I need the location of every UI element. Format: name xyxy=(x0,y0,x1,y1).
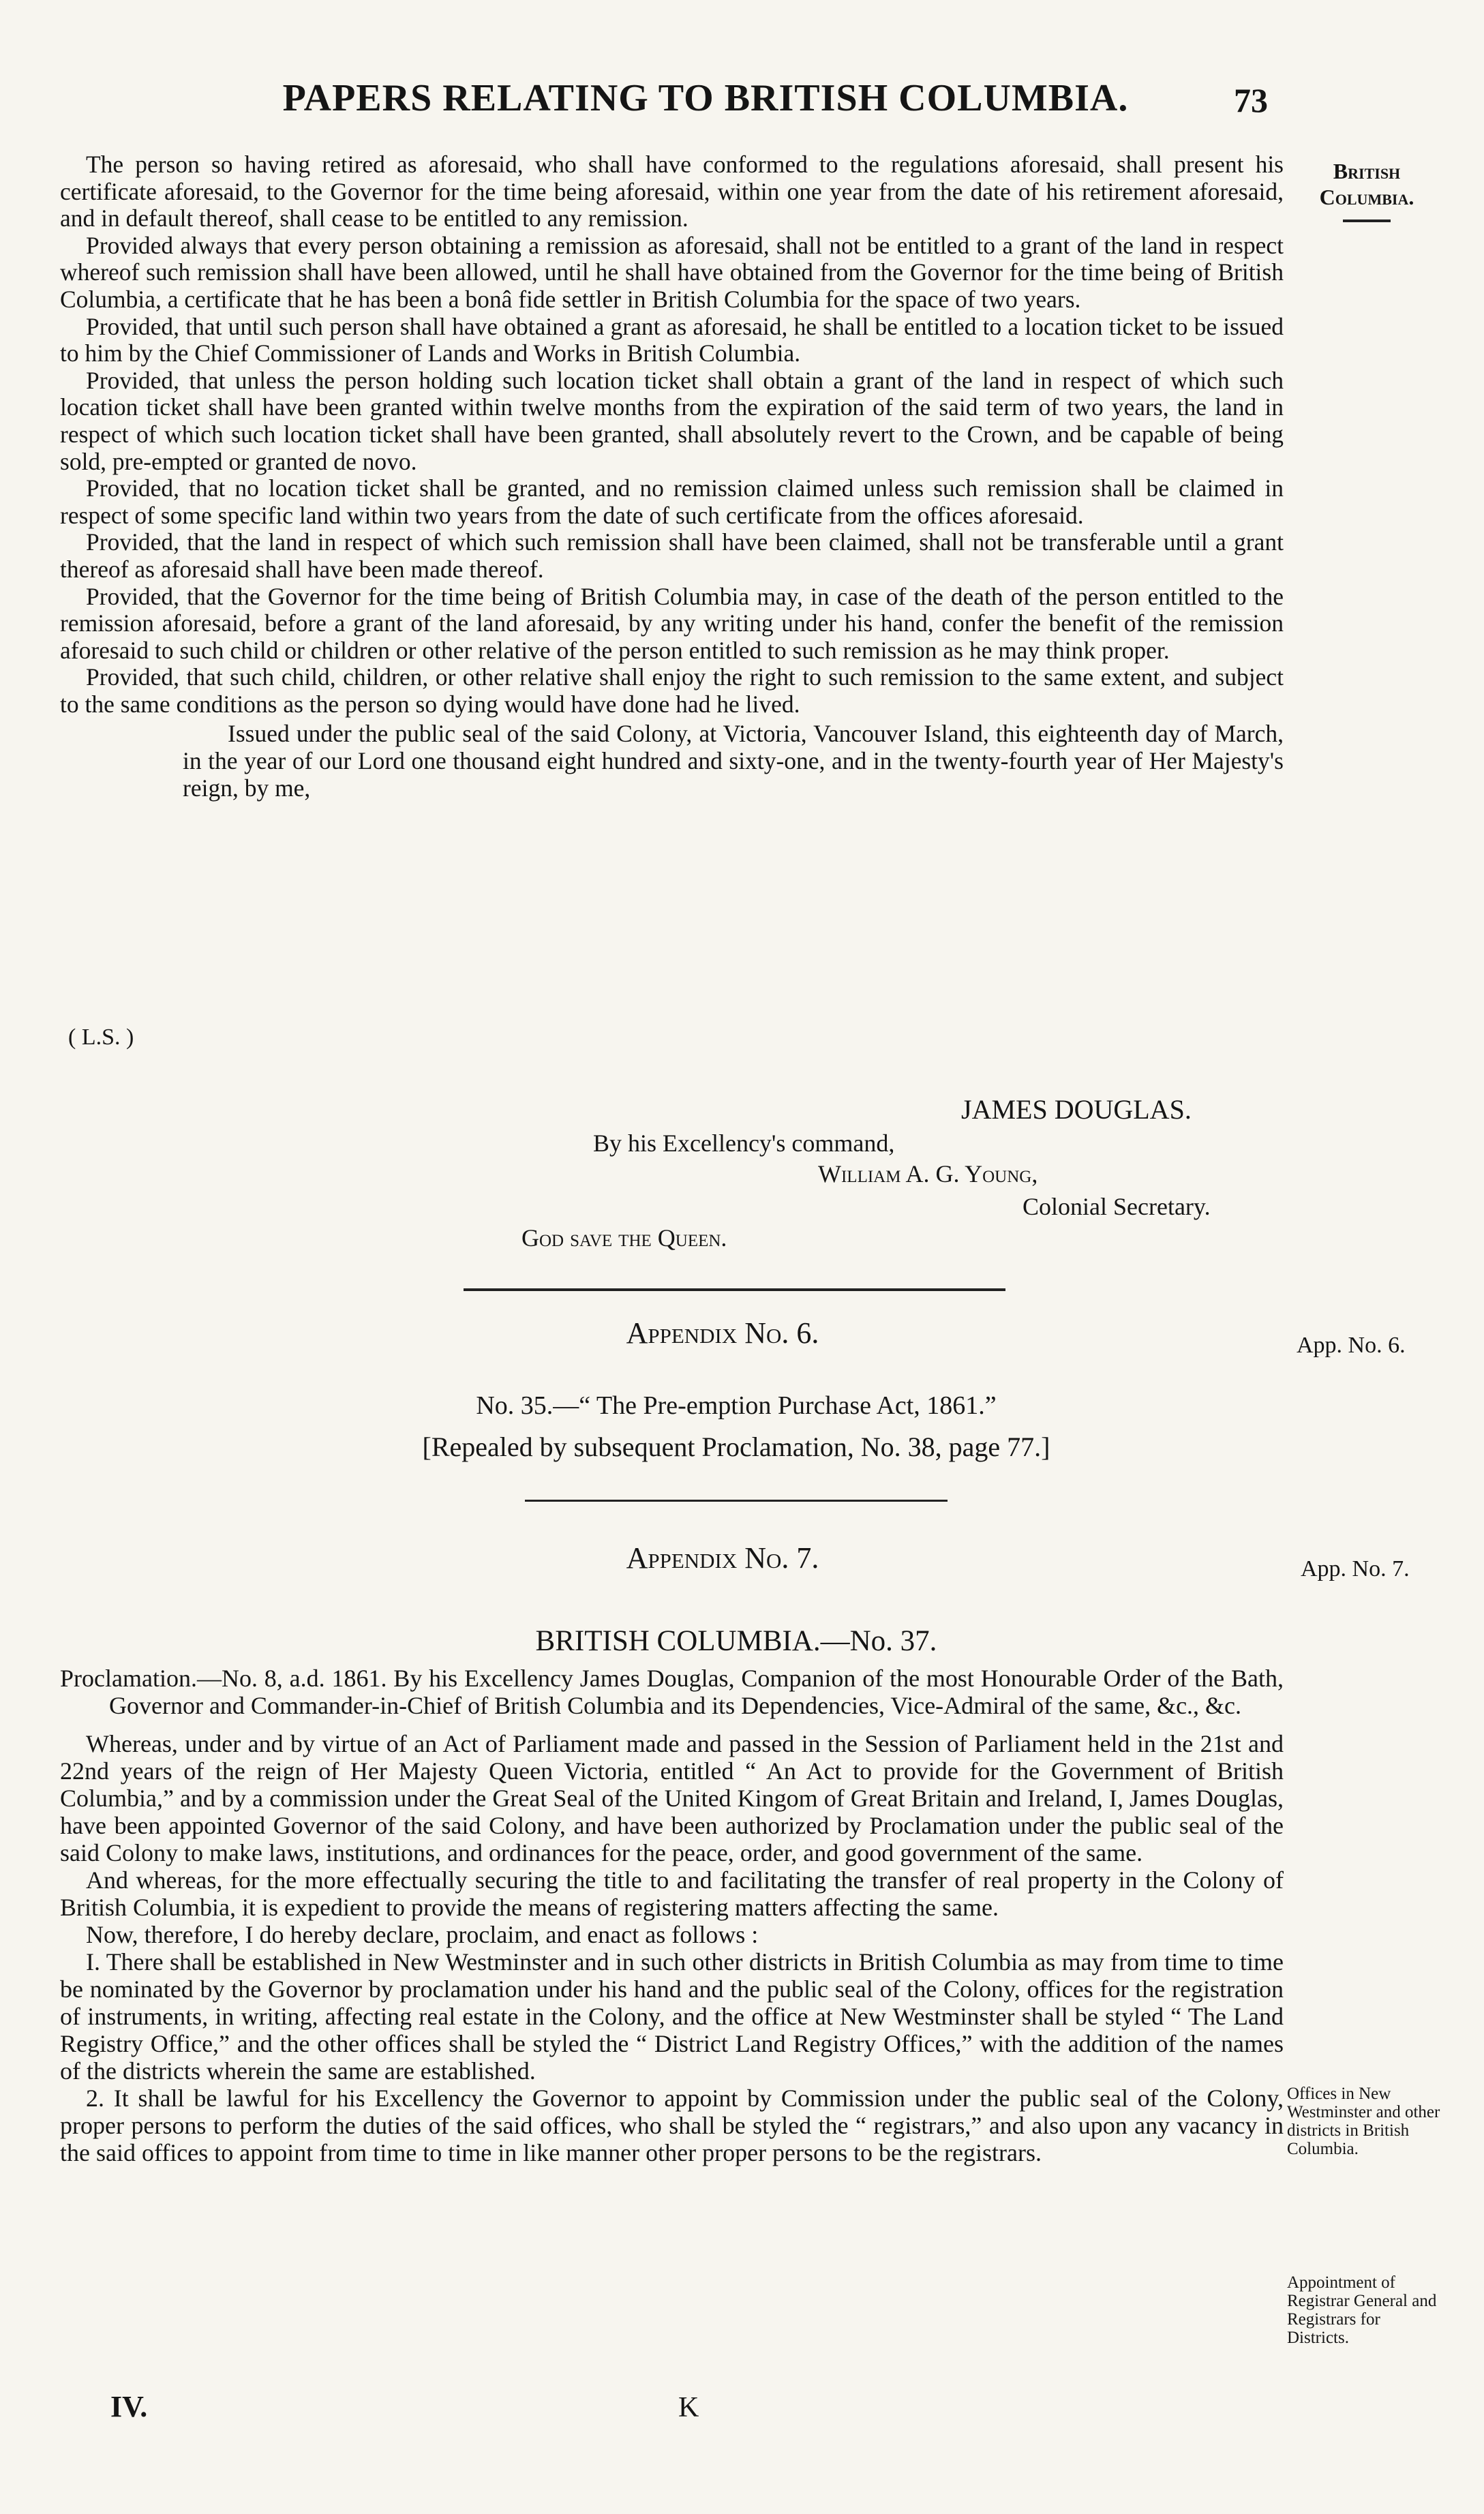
proclamation-heading: Proclamation.—No. 8, a.d. 1861. By his Excellency James Douglas, Companion of the most Honourable Order of the Bath, Governor and Commander-in-Chief of British Columbia and its Dependencies, Vice-Admiral of the same, &c., &c. xyxy=(60,1665,1284,1719)
volume-mark: IV. xyxy=(110,2390,148,2423)
appendix6-repealed: [Repealed by subsequent Proclamation, No. 38, page 77.] xyxy=(422,1432,1050,1462)
page-number: 73 xyxy=(1234,81,1268,119)
section-1: I. There shall be established in New Westminster and in such other districts in British Columbia as may from time to time be nominated by the Governor by proclamation under his hand and the public seal of the Colony, offices for the registration of instruments, in writing, affecting real estate in the Colony, and the office at New Westminster shall be styled “ The Land Registry Office,” and the other offices shall be styled the “ District Land Registry Offices,” with the addition of the names of the districts wherein the same are established. xyxy=(60,1948,1284,2085)
appendix6-act: No. 35.—“ The Pre-emption Purchase Act, 1861.” xyxy=(476,1391,997,1420)
margin-dash xyxy=(1343,219,1391,222)
appendix7-heading: Appendix No. 7. xyxy=(626,1541,819,1575)
by-command: By his Excellency's command, xyxy=(593,1130,895,1157)
paragraph: Provided, that unless the person holding such location ticket shall obtain a grant of the land in respect of which such location ticket shall have been granted within twelve months from the expiration of the said term of two years, the land in respect of which such location ticket shall have been granted, shall absolutely revert to the Crown, and be capable of being sold, pre-empted or granted de novo. xyxy=(60,366,1284,475)
signature: JAMES DOUGLAS. xyxy=(961,1094,1192,1125)
and-whereas-paragraph: And whereas, for the more effectually securing the title to and facilitating the transfer of real property in the Colony of British Columbia, it is expedient to provide the means of registering matters affecting the same. xyxy=(60,1866,1284,1921)
paragraph: Provided always that every person obtaining a remission as aforesaid, shall not be entitled to a grant of the land in respect whereof such remission shall have been allowed, until he shall have obtained from the Governor for the time being of British Columbia, a certificate that he has been a bonâ fide settler in British Columbia for the space of two years. xyxy=(60,231,1284,313)
margin-note-app7: App. No. 7. xyxy=(1301,1556,1410,1581)
section-rule xyxy=(525,1500,948,1502)
secretary-name: William A. G. Young, xyxy=(818,1160,1038,1187)
top-section xyxy=(60,151,1284,802)
section-2: 2. It shall be lawful for his Excellency the Governor to appoint by Commission under the public seal of the Colony, proper persons to perform the duties of the said offices, who shall be styled the “ registrars,” and also upon any vacancy in the said offices to appoint from time to time in like manner other proper persons to be the registrars. xyxy=(60,2085,1284,2166)
margin-note-offices: Offices in New Westminster and other districts in British Columbia. xyxy=(1287,2085,1440,2158)
issued-clause: Issued under the public seal of the said Colony, at Victoria, Vancouver Island, this eighteenth day of March, in the year of our Lord one thousand eight hundred and sixty-one, and in the twenty-fourth year of Her Majesty's reign, by me, xyxy=(183,720,1284,802)
paragraph: Provided, that such child, children, or other relative shall enjoy the right to such remission to the same extent, and subject to the same conditions as the person so dying would have done had he lived. xyxy=(60,663,1284,718)
now-therefore-paragraph: Now, therefore, I do hereby declare, proclaim, and enact as follows : xyxy=(86,1921,759,1948)
paragraph: The person so having retired as aforesaid, who shall have conformed to the regulations aforesaid, shall present his certificate aforesaid, to the Governor for the time being aforesaid, within one year from the date of his retirement aforesaid, and in default thereof, shall cease to be entitled to any remission. xyxy=(60,151,1284,232)
appendix7-title: BRITISH COLUMBIA.—No. 37. xyxy=(535,1625,937,1657)
appendix7-body xyxy=(60,1665,1284,2166)
paragraph: Provided, that until such person shall have obtained a grant as aforesaid, he shall be entitled to a location ticket to be issued to him by the Chief Commissioner of Lands and Works in British Columbia. xyxy=(60,312,1284,367)
god-save-the-queen: God save the Queen. xyxy=(521,1224,727,1252)
margin-note-app6: App. No. 6. xyxy=(1297,1333,1406,1358)
paragraph: Provided, that the Governor for the time being of British Columbia may, in case of the death of the person entitled to the remission aforesaid, before a grant of the land aforesaid, by any writing under his hand, confer the benefit of the remission aforesaid to such child or children or other relative of the person entitled to such remission as he may think proper. xyxy=(60,582,1284,664)
whereas-paragraph: Whereas, under and by virtue of an Act of Parliament made and passed in the Session of Parliament held in the 21st and 22nd years of the reign of Her Majesty Queen Victoria, entitled “ An Act to provide for the Government of British Columbia,” and by a commission under the Great Seal of the United Kingom of Great Britain and Ireland, I, James Douglas, have been appointed Governor of the said Colony, and have been authorized by Proclamation under the public seal of the said Colony to make laws, institutions, and ordinances for the peace, order, and good government of the same. xyxy=(60,1730,1284,1866)
appendix6-heading: Appendix No. 6. xyxy=(626,1316,819,1350)
margin-note-british-columbia: British Columbia. xyxy=(1292,158,1442,222)
paragraph: Provided, that the land in respect of which such remission shall have been claimed, shall not be transferable until a grant thereof as aforesaid shall have been made thereof. xyxy=(60,528,1284,583)
section-rule xyxy=(464,1288,1005,1291)
paragraph: Provided, that no location ticket shall be granted, and no remission claimed unless such remission shall be claimed in respect of some specific land within two years from the date of such certificate from the offices aforesaid. xyxy=(60,474,1284,529)
margin-note-appointment: Appointment of Registrar General and Registrars for Districts. xyxy=(1287,2273,1437,2347)
seal-mark: ( L.S. ) xyxy=(68,1025,134,1050)
secretary-title: Colonial Secretary. xyxy=(1023,1193,1211,1220)
signature-mark: K xyxy=(678,2392,699,2423)
running-head: PAPERS RELATING TO BRITISH COLUMBIA. xyxy=(282,77,1129,119)
